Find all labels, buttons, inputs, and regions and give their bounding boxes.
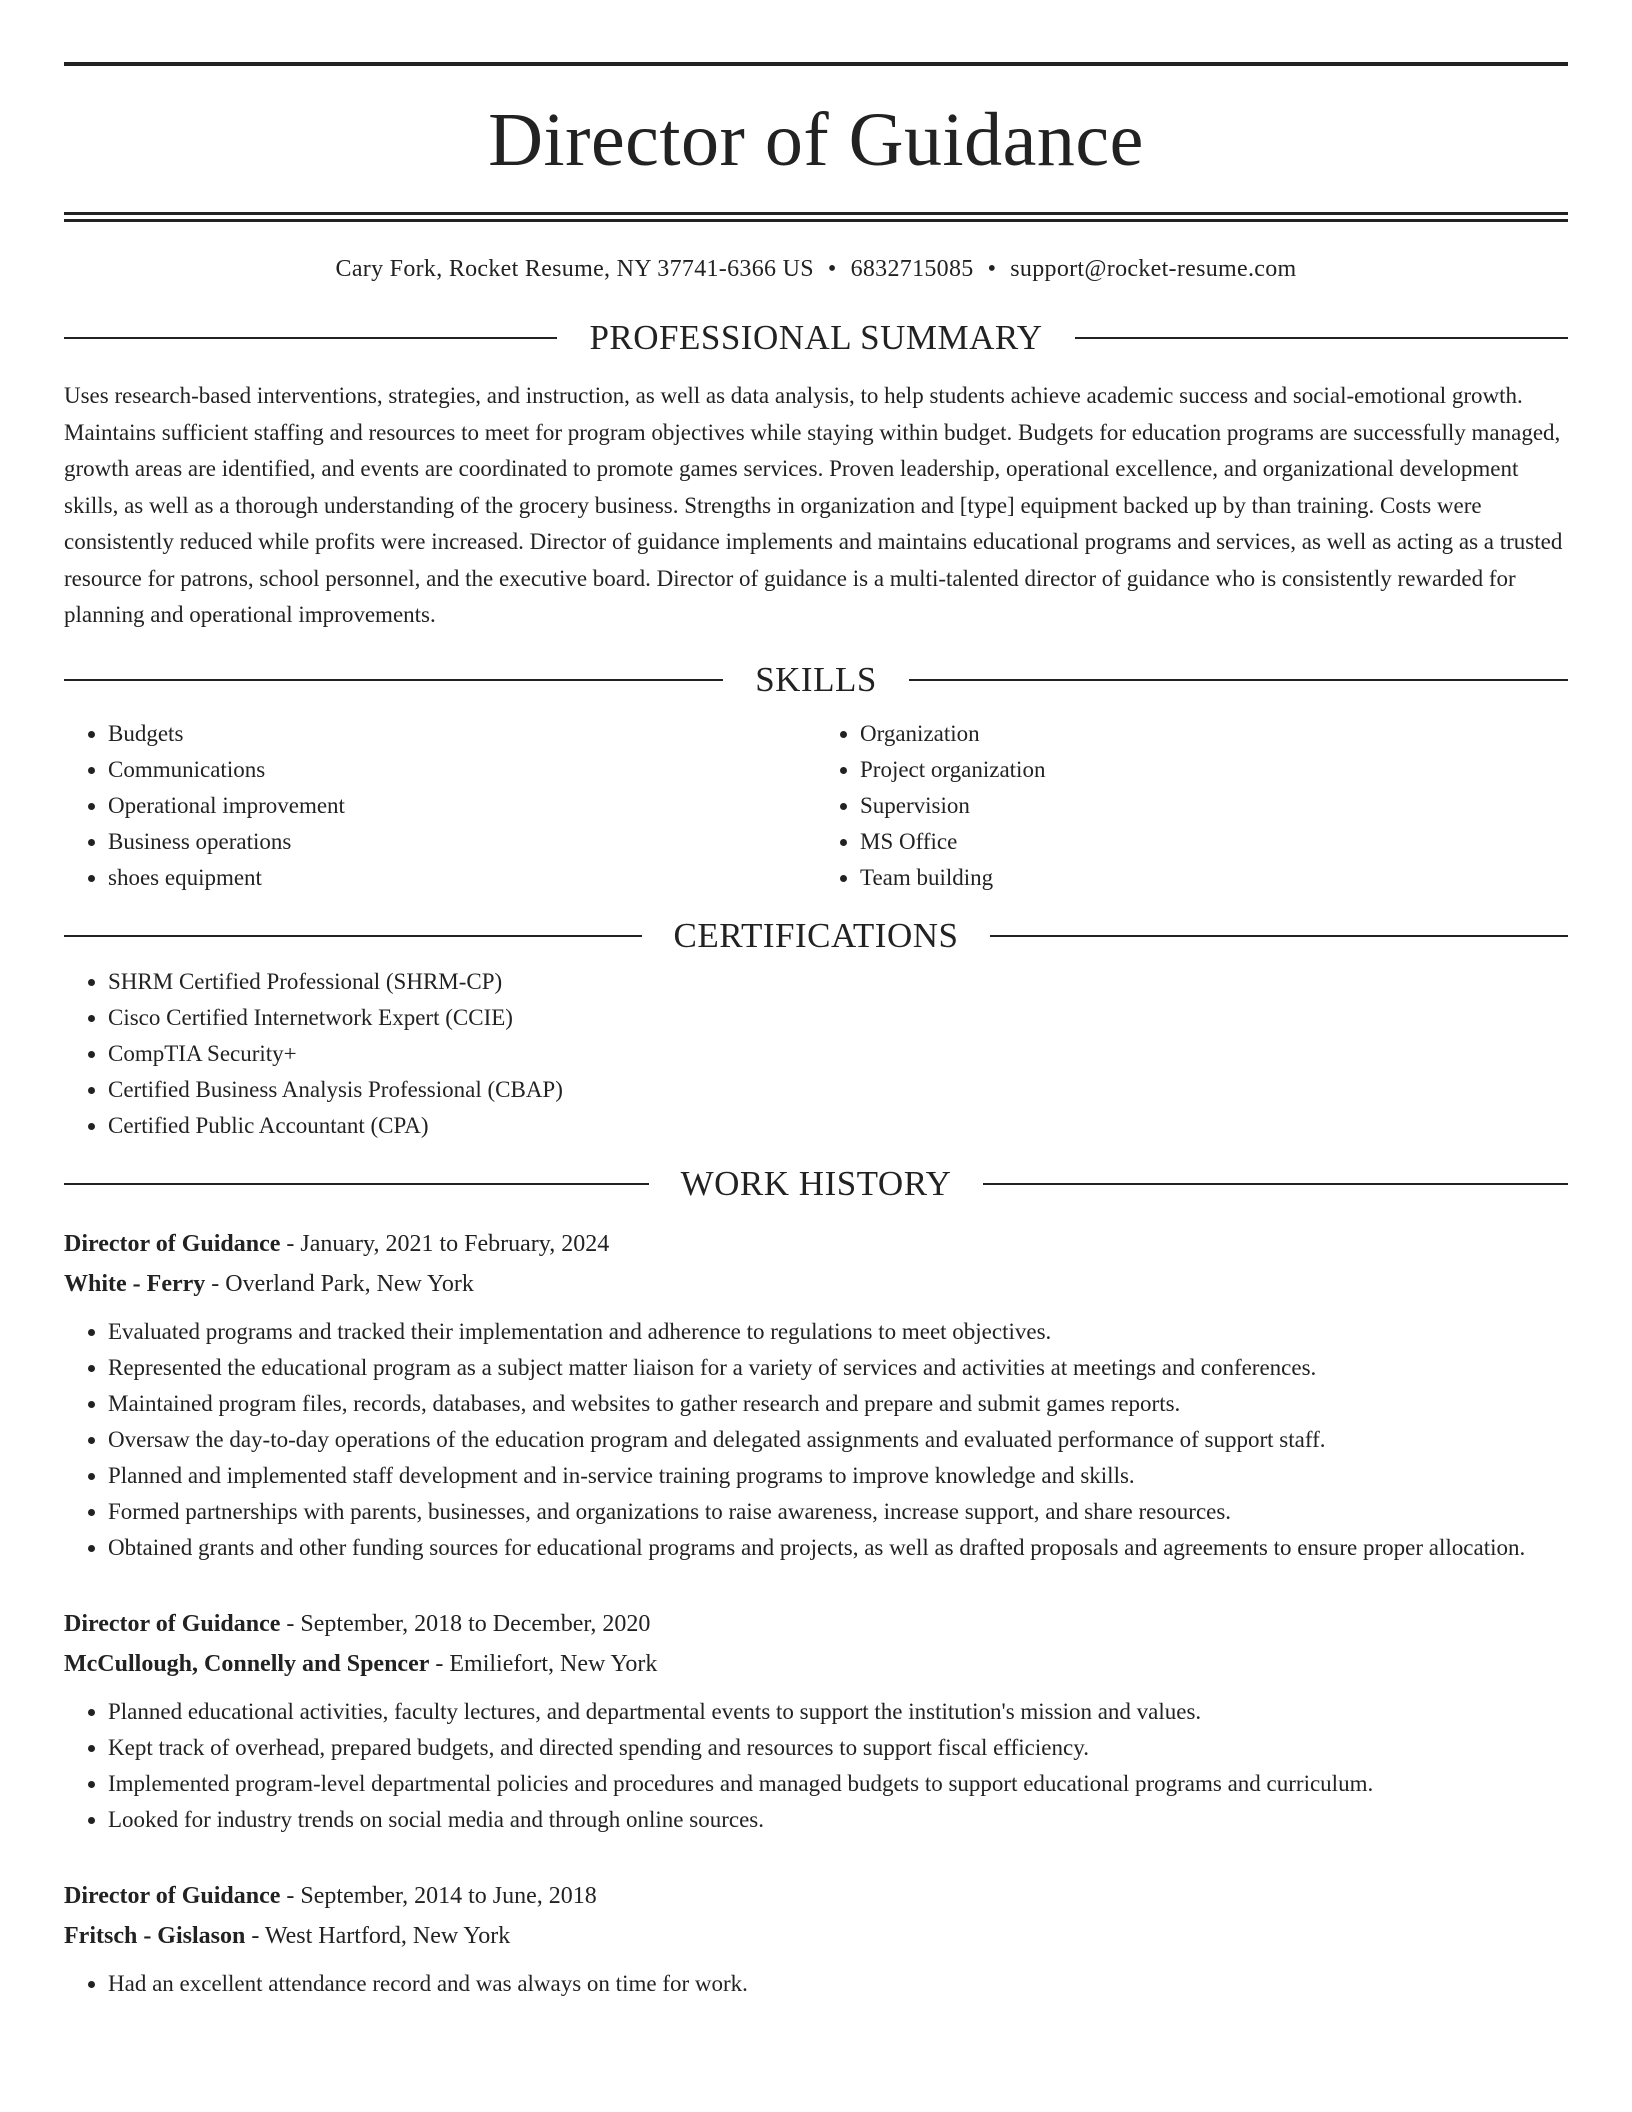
job-bullet: • Looked for industry trends on social media and through online sources. (108, 1802, 1568, 1838)
heading-rule-left (64, 1183, 649, 1185)
contact-line (64, 254, 1568, 284)
job-bullet: • Planned educational activities, faculty lectures, and departmental events to support the institution's mission and values. (108, 1694, 1568, 1730)
heading-rule-left (64, 337, 557, 339)
job-bullet: • Implemented program-level departmental policies and procedures and managed budgets to support educational programs and curriculum. (108, 1766, 1568, 1802)
section-title: PROFESSIONAL SUMMARY (589, 318, 1043, 357)
skill-item: • Business operations (108, 824, 816, 860)
job-bullets (64, 1314, 1568, 1566)
skill-item: • Project organization (860, 752, 1568, 788)
job-bullet: • Oversaw the day-to-day operations of the education program and delegated assignments and evaluated performance of support staff. (108, 1422, 1568, 1458)
job-title: Director of Guidance (64, 1610, 281, 1637)
job-company: McCullough, Connelly and Spencer (64, 1650, 430, 1677)
job-company-line (64, 1916, 1568, 1956)
job-location: - Overland Park, New York (205, 1270, 474, 1297)
certification-item: • CompTIA Security+ (108, 1036, 1568, 1072)
job-title-line (64, 1604, 1568, 1644)
section-heading-skills (64, 652, 1568, 708)
heading-rule-right (909, 679, 1568, 681)
job-company-line (64, 1644, 1568, 1684)
heading-rule-right (1075, 337, 1568, 339)
certifications-list (64, 964, 1568, 1144)
job-title-line (64, 1876, 1568, 1916)
job-bullet: • Represented the educational program as a subject matter liaison for a variety of services and activities at meetings and conferences. (108, 1350, 1568, 1386)
job-entry (64, 1224, 1568, 1566)
contact-separator: • (987, 256, 997, 282)
contact-separator: • (827, 256, 837, 282)
job-entry (64, 1876, 1568, 2002)
certification-item: • SHRM Certified Professional (SHRM-CP) (108, 964, 1568, 1000)
job-bullet: • Obtained grants and other funding sources for educational programs and projects, as well as drafted proposals and agreements to ensure proper allocation. (108, 1530, 1568, 1566)
job-bullet: • Maintained program files, records, databases, and websites to gather research and prepare and submit games reports. (108, 1386, 1568, 1422)
job-bullet: • Formed partnerships with parents, businesses, and organizations to raise awareness, increase support, and share resources. (108, 1494, 1568, 1530)
skills-list (64, 716, 1568, 896)
skill-item: • Team building (860, 860, 1568, 896)
section-title: SKILLS (755, 659, 877, 699)
contact-phone: 6832715085 (850, 256, 974, 282)
header-double-rule (64, 212, 1568, 222)
skill-item: • Organization (860, 716, 1568, 752)
contact-address: Cary Fork, Rocket Resume, NY 37741-6366 US (335, 256, 814, 282)
heading-rule-right (990, 935, 1568, 937)
job-title: Director of Guidance (64, 1882, 281, 1909)
resume-title: Director of Guidance (488, 98, 1144, 182)
heading-rule-left (64, 935, 642, 937)
certification-item: • Certified Public Accountant (CPA) (108, 1108, 1568, 1144)
job-bullets (64, 1966, 1568, 2002)
job-location: - Emiliefort, New York (429, 1650, 658, 1677)
skill-item: • Supervision (860, 788, 1568, 824)
job-entry (64, 1604, 1568, 1838)
contact-email: support@rocket-resume.com (1010, 256, 1297, 282)
section-heading-certifications (64, 908, 1568, 964)
skills-column-right (816, 716, 1568, 896)
job-company: White - Ferry (64, 1270, 206, 1297)
job-bullet: • Evaluated programs and tracked their implementation and adherence to regulations to meet objectives. (108, 1314, 1568, 1350)
skill-item: • MS Office (860, 824, 1568, 860)
job-bullet: • Planned and implemented staff development and in-service training programs to improve knowledge and skills. (108, 1458, 1568, 1494)
skills-column-left (64, 716, 816, 896)
job-bullet: • Had an excellent attendance record and was always on time for work. (108, 1966, 1568, 2002)
certification-item: • Cisco Certified Internetwork Expert (CCIE) (108, 1000, 1568, 1036)
job-bullet: • Kept track of overhead, prepared budgets, and directed spending and resources to support fiscal efficiency. (108, 1730, 1568, 1766)
skill-item: • Operational improvement (108, 788, 816, 824)
job-company: Fritsch - Gislason (64, 1922, 246, 1949)
section-title: CERTIFICATIONS (673, 915, 959, 955)
skill-item: • shoes equipment (108, 860, 816, 896)
summary-paragraph: Uses research-based interventions, strategies, and instruction, as well as data analysis, to help students achieve academic success and social-emotional growth. Maintains sufficient staffing and resources to meet for program objectives while staying within budget. Budgets for education programs are successfully managed, growth areas are identified, and events are coordinated to promote games services. Proven leadership, operational excellence, and organizational development skills, as well as a thorough understanding of the grocery business. Strengths in organization and [type] equipment backed up by than training. Costs were consistently reduced while profits were increased. Director of guidance implements and maintains educational programs and services, as well as acting as a trusted resource for patrons, school personnel, and the executive board. Director of guidance is a multi-talented director of guidance who is consistently rewarded for planning and operational improvements. (64, 383, 1563, 627)
job-title-line (64, 1224, 1568, 1264)
heading-rule-left (64, 679, 723, 681)
job-location: - West Hartford, New York (245, 1922, 511, 1949)
job-dates: - January, 2021 to February, 2024 (280, 1230, 610, 1257)
skill-item: • Budgets (108, 716, 816, 752)
job-bullets (64, 1694, 1568, 1838)
heading-rule-right (983, 1183, 1568, 1185)
skill-item: • Communications (108, 752, 816, 788)
section-heading-work-history (64, 1156, 1568, 1212)
job-dates: - September, 2018 to December, 2020 (280, 1610, 651, 1637)
certification-item: • Certified Business Analysis Professional (CBAP) (108, 1072, 1568, 1108)
section-heading-summary (64, 310, 1568, 366)
job-title: Director of Guidance (64, 1230, 281, 1257)
job-company-line (64, 1264, 1568, 1304)
job-dates: - September, 2014 to June, 2018 (280, 1882, 597, 1909)
section-title: WORK HISTORY (680, 1163, 952, 1203)
